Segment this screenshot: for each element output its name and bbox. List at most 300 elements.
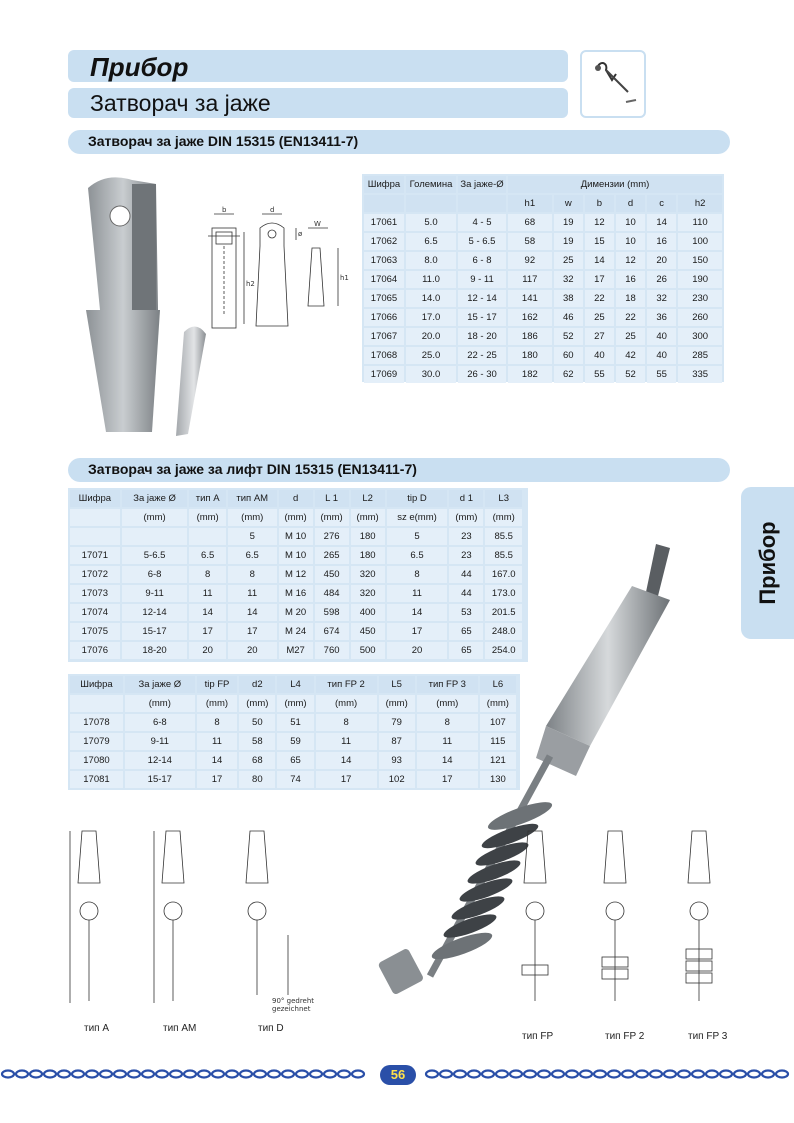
- table-cell: 15-17: [122, 623, 188, 640]
- table-cell: 8: [417, 714, 478, 731]
- table-cell: 40: [647, 328, 676, 345]
- table-cell: 12: [616, 252, 645, 269]
- table-cell: 17068: [364, 347, 404, 364]
- table-cell: 44: [449, 585, 483, 602]
- table-cell: M 20: [279, 604, 313, 621]
- unit-cell: (mm): [485, 509, 522, 526]
- table-cell: 9 - 11: [458, 271, 506, 288]
- lift-socket-drawings-right: [508, 825, 748, 1015]
- unit-cell: (mm): [277, 695, 313, 712]
- header-cell: тип А: [189, 490, 226, 507]
- header-cell: тип FP 2: [316, 676, 377, 693]
- table-cell: 6-8: [125, 714, 195, 731]
- chain-link: [44, 1071, 56, 1078]
- table-cell: 180: [351, 528, 385, 545]
- table-cell: M27: [279, 642, 313, 659]
- chain-link: [468, 1071, 480, 1078]
- chain-link: [720, 1071, 732, 1078]
- table-cell: 12: [585, 214, 614, 231]
- chain-link: [16, 1071, 28, 1078]
- unit-cell: [70, 695, 123, 712]
- table-units-row: [70, 509, 522, 526]
- table-cell: 25.0: [406, 347, 456, 364]
- table-cell: 450: [315, 566, 349, 583]
- table-cell: 6.5: [189, 547, 226, 564]
- table-cell: 20.0: [406, 328, 456, 345]
- table-cell: 180: [508, 347, 552, 364]
- table-cell: 17.0: [406, 309, 456, 326]
- table-cell: 6-8: [122, 566, 188, 583]
- table-cell: 5: [228, 528, 277, 545]
- table-cell: 8: [189, 566, 226, 583]
- table-cell: 320: [351, 566, 385, 583]
- table-row: [364, 214, 722, 231]
- header-cell: L6: [480, 676, 516, 693]
- header-cell: L2: [351, 490, 385, 507]
- chain-link: [198, 1071, 210, 1078]
- table-cell: 16: [616, 271, 645, 288]
- table-cell: 11: [197, 733, 238, 750]
- chain-link: [310, 1071, 322, 1078]
- table-cell: 52: [616, 366, 645, 383]
- unit-cell: (mm): [125, 695, 195, 712]
- table-cell: 102: [379, 771, 415, 788]
- table-cell: 22 - 25: [458, 347, 506, 364]
- table-cell: 14: [316, 752, 377, 769]
- table-cell: 15-17: [125, 771, 195, 788]
- table-cell: 598: [315, 604, 349, 621]
- table-cell: 10: [616, 214, 645, 231]
- chain-link: [114, 1071, 126, 1078]
- chain-link: [240, 1071, 252, 1078]
- header-cell: d: [279, 490, 313, 507]
- header-cell: L3: [485, 490, 522, 507]
- table-cell: 5: [387, 528, 448, 545]
- dim-label-h2: h2: [246, 280, 255, 288]
- table-cell: 14.0: [406, 290, 456, 307]
- chain-link: [622, 1071, 634, 1078]
- chain-link: [324, 1071, 336, 1078]
- table-cell: 15: [585, 233, 614, 250]
- table-cell: 248.0: [485, 623, 522, 640]
- chain-link: [594, 1071, 606, 1078]
- section1-title: Затворач за јаже DIN 15315 (EN13411-7): [88, 133, 359, 149]
- table-cell: 17: [585, 271, 614, 288]
- table-cell: 55: [585, 366, 614, 383]
- table-row: [364, 366, 722, 383]
- table-cell: 17081: [70, 771, 123, 788]
- unit-cell: (mm): [315, 509, 349, 526]
- chain-link: [734, 1071, 746, 1078]
- table-cell: 65: [277, 752, 313, 769]
- chain-link: [426, 1071, 438, 1078]
- table-cell: 26 - 30: [458, 366, 506, 383]
- table-cell: 25: [616, 328, 645, 345]
- table-cell: 17069: [364, 366, 404, 383]
- table-cell: 17: [316, 771, 377, 788]
- table-cell: 17061: [364, 214, 404, 231]
- subheader-cell: w: [554, 195, 583, 212]
- table-cell: M 10: [279, 547, 313, 564]
- table-cell: 19: [554, 233, 583, 250]
- chain-link: [552, 1071, 564, 1078]
- rope-socket-drawing: [200, 206, 360, 336]
- chain-link: [338, 1071, 350, 1078]
- page-subtitle: Затворач за јаже: [90, 90, 271, 116]
- table-cell: [122, 528, 188, 545]
- chain-link: [748, 1071, 760, 1078]
- header-title-band: [68, 50, 568, 82]
- table-cell: 17: [228, 623, 277, 640]
- table-cell: 141: [508, 290, 552, 307]
- table-cell: 23: [449, 547, 483, 564]
- chain-link: [128, 1071, 140, 1078]
- table-cell: 230: [678, 290, 722, 307]
- table-cell: 17079: [70, 733, 123, 750]
- table-cell: 5.0: [406, 214, 456, 231]
- chain-link: [440, 1071, 452, 1078]
- table-cell: 85.5: [485, 528, 522, 545]
- table-cell: 130: [480, 771, 516, 788]
- table-cell: 14: [189, 604, 226, 621]
- table-cell: 335: [678, 366, 722, 383]
- table-cell: 36: [647, 309, 676, 326]
- chain-link: [454, 1071, 466, 1078]
- table-cell: 180: [351, 547, 385, 564]
- table-cell: 58: [508, 233, 552, 250]
- unit-cell: (mm): [228, 509, 277, 526]
- table-cell: 760: [315, 642, 349, 659]
- chain-link: [226, 1071, 238, 1078]
- table-cell: 4 - 5: [458, 214, 506, 231]
- chain-link: [524, 1071, 536, 1078]
- table-cell: 40: [585, 347, 614, 364]
- table-cell: 68: [508, 214, 552, 231]
- chain-link: [650, 1071, 662, 1078]
- table-cell: 46: [554, 309, 583, 326]
- table-cell: 62: [554, 366, 583, 383]
- footer-chain-left: [0, 1068, 372, 1080]
- table-cell: 12-14: [122, 604, 188, 621]
- table-cell: 11: [316, 733, 377, 750]
- table-cell: 80: [239, 771, 275, 788]
- table-cell: 17: [189, 623, 226, 640]
- chain-link: [496, 1071, 508, 1078]
- table-cell: 17: [417, 771, 478, 788]
- table-cell: 25: [554, 252, 583, 269]
- table-cell: 11.0: [406, 271, 456, 288]
- table-cell: 20: [228, 642, 277, 659]
- table-row: [364, 290, 722, 307]
- table-cell: 14: [417, 752, 478, 769]
- table-cell: 50: [239, 714, 275, 731]
- chain-link: [636, 1071, 648, 1078]
- chain-link: [352, 1071, 364, 1078]
- chain-link: [212, 1071, 224, 1078]
- table-cell: 53: [449, 604, 483, 621]
- table-cell: 32: [554, 271, 583, 288]
- section2-title: Затворач за јаже за лифт DIN 15315 (EN13411-7): [88, 461, 417, 477]
- table-cell: 500: [351, 642, 385, 659]
- header-cell: За јаже-Ø: [458, 176, 506, 193]
- chain-link: [184, 1071, 196, 1078]
- table-cell: 17071: [70, 547, 120, 564]
- page-title: Прибор: [90, 52, 189, 82]
- dim-label-h1: h1: [340, 274, 349, 282]
- section1-spec-table: [362, 174, 724, 385]
- table-cell: 58: [239, 733, 275, 750]
- caption-type-d: тип D: [258, 1023, 284, 1034]
- diagram-note-line-2: gezeichnet: [272, 1005, 311, 1013]
- rope-socket-photo: [76, 170, 216, 440]
- chain-link: [296, 1071, 308, 1078]
- side-tab-label: Прибор: [754, 521, 780, 605]
- table-cell: 186: [508, 328, 552, 345]
- table-cell: 22: [616, 309, 645, 326]
- chain-link: [566, 1071, 578, 1078]
- table-cell: 32: [647, 290, 676, 307]
- table-cell: 87: [379, 733, 415, 750]
- table-header-row: [70, 490, 522, 507]
- table-cell: 17066: [364, 309, 404, 326]
- unit-cell: [70, 509, 120, 526]
- chain-link: [608, 1071, 620, 1078]
- table-cell: 150: [678, 252, 722, 269]
- table-cell: 20: [189, 642, 226, 659]
- table-cell: 121: [480, 752, 516, 769]
- table-cell: 79: [379, 714, 415, 731]
- chain-link: [538, 1071, 550, 1078]
- table-cell: 12 - 14: [458, 290, 506, 307]
- table-cell: 8: [387, 566, 448, 583]
- table-cell: [189, 528, 226, 545]
- page-number: 56: [380, 1065, 416, 1085]
- header-cell: Големина: [406, 176, 456, 193]
- chain-link: [282, 1071, 294, 1078]
- chain-link: [2, 1071, 14, 1078]
- unit-cell: (mm): [122, 509, 188, 526]
- table-cell: 55: [647, 366, 676, 383]
- chain-link: [142, 1071, 154, 1078]
- table-cell: 5-6.5: [122, 547, 188, 564]
- chain-link: [156, 1071, 168, 1078]
- table-row: [364, 328, 722, 345]
- table-cell: 6.5: [228, 547, 277, 564]
- table-cell: 52: [554, 328, 583, 345]
- chain-link: [86, 1071, 98, 1078]
- chain-link: [580, 1071, 592, 1078]
- table-cell: 30.0: [406, 366, 456, 383]
- unit-cell: (mm): [480, 695, 516, 712]
- section1-title-band: [68, 130, 730, 154]
- table-row: [364, 252, 722, 269]
- header-cell: За јаже Ø: [122, 490, 188, 507]
- dim-label-d: d: [270, 206, 275, 214]
- table-cell: [70, 528, 120, 545]
- table-cell: 18-20: [122, 642, 188, 659]
- table-cell: 265: [315, 547, 349, 564]
- subheader-cell: c: [647, 195, 676, 212]
- table-cell: 26: [647, 271, 676, 288]
- table-cell: 320: [351, 585, 385, 602]
- table-cell: 5 - 6.5: [458, 233, 506, 250]
- subheader-cell: b: [585, 195, 614, 212]
- unit-cell: (mm): [279, 509, 313, 526]
- table-cell: 8: [228, 566, 277, 583]
- table-cell: 85.5: [485, 547, 522, 564]
- table-cell: 14: [387, 604, 448, 621]
- header-cell: тип АМ: [228, 490, 277, 507]
- header-cell: d 1: [449, 490, 483, 507]
- chain-link: [58, 1071, 70, 1078]
- table-cell: 182: [508, 366, 552, 383]
- table-cell: 17080: [70, 752, 123, 769]
- table-cell: 17062: [364, 233, 404, 250]
- lift-socket-drawings-left: [60, 825, 320, 1015]
- table-cell: 23: [449, 528, 483, 545]
- header-cell: tip D: [387, 490, 448, 507]
- table-row: [364, 271, 722, 288]
- caption-type-fp2: тип FP 2: [605, 1031, 645, 1042]
- table-cell: 14: [228, 604, 277, 621]
- table-cell: 14: [585, 252, 614, 269]
- subheader-cell: h2: [678, 195, 722, 212]
- table-cell: 11: [228, 585, 277, 602]
- table-cell: M 10: [279, 528, 313, 545]
- header-cell: Шифра: [70, 676, 123, 693]
- table-row: [364, 309, 722, 326]
- table-cell: 674: [315, 623, 349, 640]
- table-cell: 20: [647, 252, 676, 269]
- caption-type-fp3: тип FP 3: [688, 1031, 728, 1042]
- table-cell: 484: [315, 585, 349, 602]
- table-cell: 27: [585, 328, 614, 345]
- side-tab: [741, 487, 794, 639]
- table-cell: 44: [449, 566, 483, 583]
- chain-link: [510, 1071, 522, 1078]
- section2-title-band: [68, 458, 730, 482]
- header-cell: L4: [277, 676, 313, 693]
- diagram-note-line-1: 90° gedreht: [272, 997, 315, 1005]
- table-cell: 60: [554, 347, 583, 364]
- table-cell: 17067: [364, 328, 404, 345]
- table-cell: 20: [387, 642, 448, 659]
- table-cell: 42: [616, 347, 645, 364]
- table-cell: 260: [678, 309, 722, 326]
- table-cell: 6 - 8: [458, 252, 506, 269]
- table-subheader-row: [364, 195, 722, 212]
- table-cell: 17073: [70, 585, 120, 602]
- header-cell: d2: [239, 676, 275, 693]
- table-cell: 15 - 17: [458, 309, 506, 326]
- chain-link: [664, 1071, 676, 1078]
- table-cell: 285: [678, 347, 722, 364]
- unit-cell: (mm): [316, 695, 377, 712]
- table-cell: 167.0: [485, 566, 522, 583]
- table-cell: 17064: [364, 271, 404, 288]
- table-cell: 450: [351, 623, 385, 640]
- chain-link: [482, 1071, 494, 1078]
- table-cell: 11: [189, 585, 226, 602]
- table-cell: 12-14: [125, 752, 195, 769]
- chain-link: [692, 1071, 704, 1078]
- header-cell: L 1: [315, 490, 349, 507]
- table-row: [364, 233, 722, 250]
- table-cell: 38: [554, 290, 583, 307]
- unit-cell: (mm): [239, 695, 275, 712]
- table-cell: 11: [387, 585, 448, 602]
- table-cell: 18 - 20: [458, 328, 506, 345]
- unit-cell: (mm): [417, 695, 478, 712]
- table-cell: 17076: [70, 642, 120, 659]
- table-cell: 59: [277, 733, 313, 750]
- table-cell: M 24: [279, 623, 313, 640]
- footer-chain-right: [424, 1068, 794, 1080]
- table-cell: 10: [616, 233, 645, 250]
- unit-cell: (mm): [189, 509, 226, 526]
- header-cell: tip FP: [197, 676, 238, 693]
- table-cell: 9-11: [125, 733, 195, 750]
- chain-link: [706, 1071, 718, 1078]
- header-cell: тип FP 3: [417, 676, 478, 693]
- table-cell: 190: [678, 271, 722, 288]
- table-cell: 9-11: [122, 585, 188, 602]
- table-cell: 201.5: [485, 604, 522, 621]
- table-cell: 400: [351, 604, 385, 621]
- chain-link: [30, 1071, 42, 1078]
- table-cell: 17065: [364, 290, 404, 307]
- table-header-row: [364, 176, 722, 193]
- unit-cell: (mm): [197, 695, 238, 712]
- header-cell: Димензии (mm): [508, 176, 722, 193]
- table-cell: 115: [480, 733, 516, 750]
- table-cell: 17: [197, 771, 238, 788]
- section1-table-panel: [362, 174, 724, 382]
- dim-label-b: b: [222, 206, 227, 214]
- chain-link: [72, 1071, 84, 1078]
- table-cell: 173.0: [485, 585, 522, 602]
- chain-link: [268, 1071, 280, 1078]
- chain-link: [762, 1071, 774, 1078]
- chain-link: [776, 1071, 788, 1078]
- dim-label-phi: ø: [298, 230, 303, 238]
- header-cell: За јаже Ø: [125, 676, 195, 693]
- table-cell: 40: [647, 347, 676, 364]
- table-cell: 17075: [70, 623, 120, 640]
- table-cell: 100: [678, 233, 722, 250]
- table-cell: 17072: [70, 566, 120, 583]
- table-cell: 65: [449, 642, 483, 659]
- table-cell: 25: [585, 309, 614, 326]
- chain-link: [254, 1071, 266, 1078]
- table-cell: 14: [197, 752, 238, 769]
- table-cell: 8: [197, 714, 238, 731]
- header-subtitle-band: [68, 88, 568, 118]
- table-cell: 65: [449, 623, 483, 640]
- table-cell: 68: [239, 752, 275, 769]
- table-cell: M 16: [279, 585, 313, 602]
- table-cell: 22: [585, 290, 614, 307]
- caption-type-fp: тип FP: [522, 1031, 554, 1042]
- table-cell: 254.0: [485, 642, 522, 659]
- header-cell: Шифра: [364, 176, 404, 193]
- header-cell: L5: [379, 676, 415, 693]
- subheader-cell: d: [616, 195, 645, 212]
- table-cell: 6.5: [406, 233, 456, 250]
- table-cell: 8.0: [406, 252, 456, 269]
- unit-cell: sz e(mm): [387, 509, 448, 526]
- table-cell: 6.5: [387, 547, 448, 564]
